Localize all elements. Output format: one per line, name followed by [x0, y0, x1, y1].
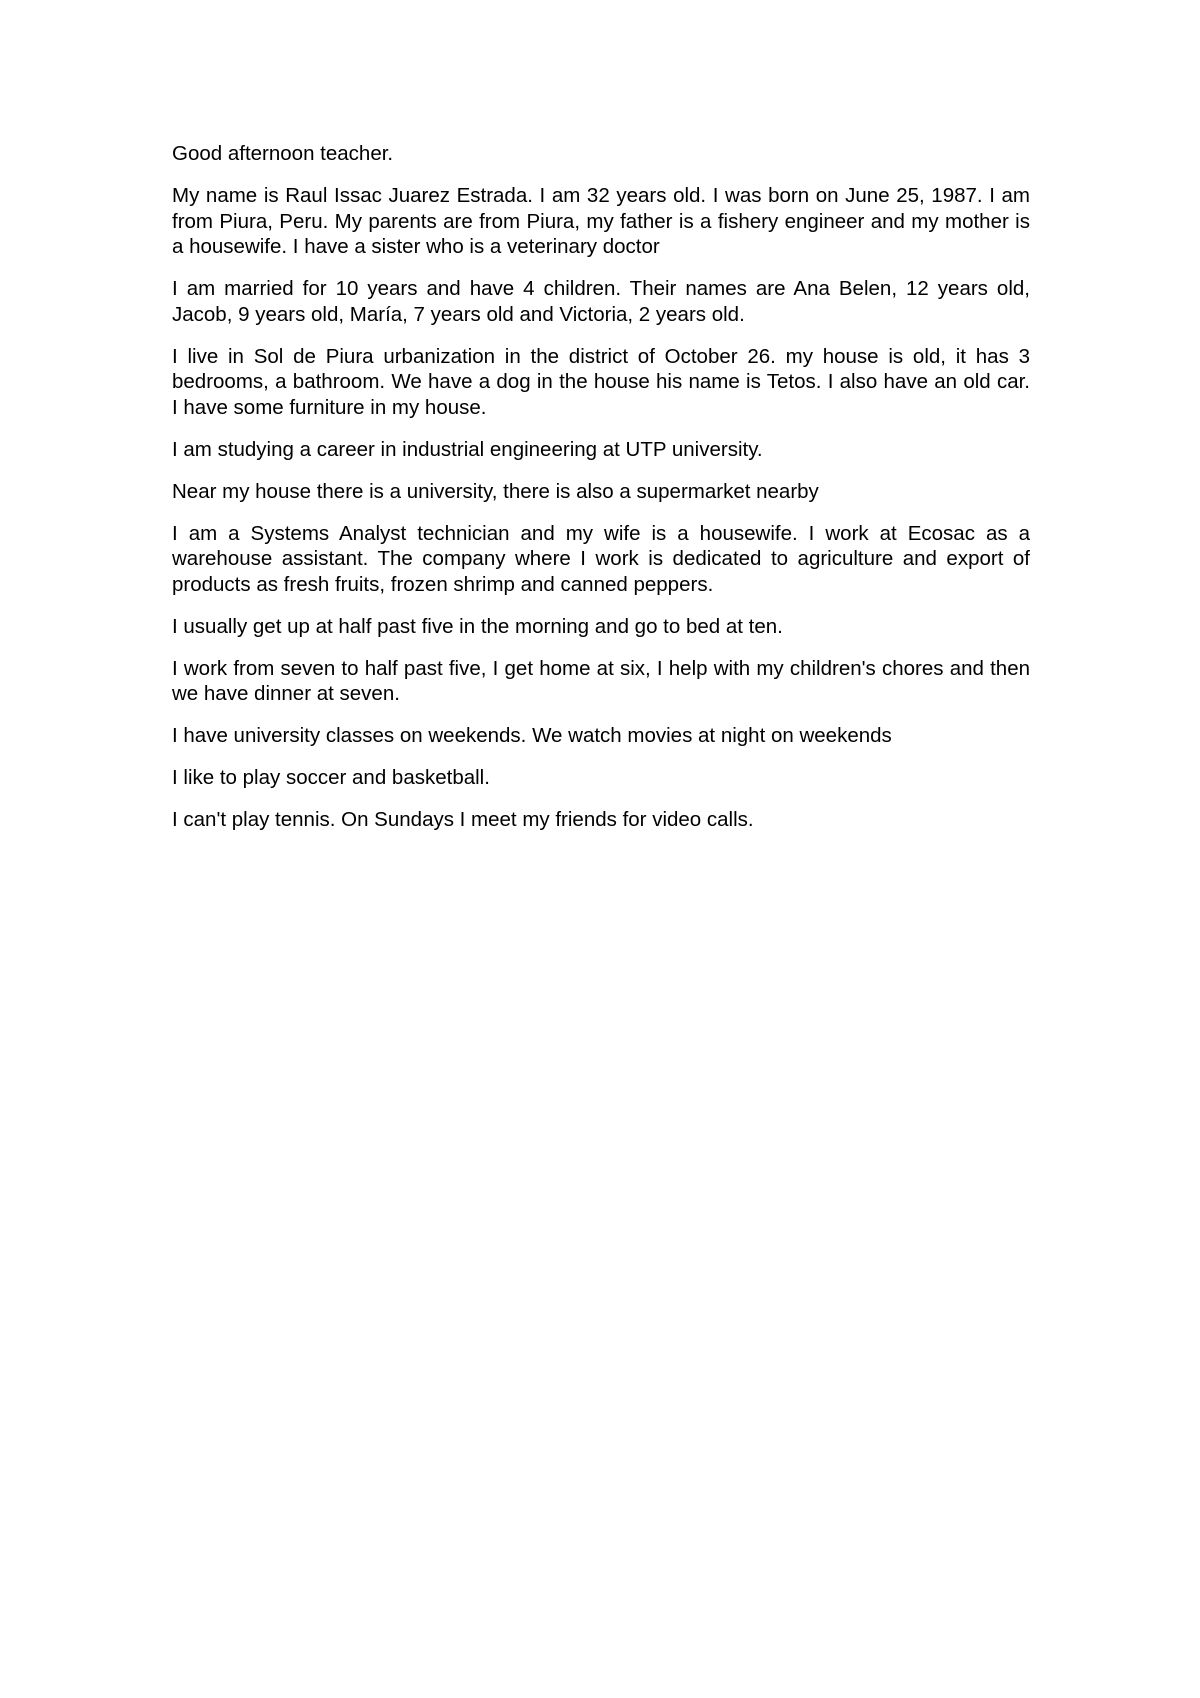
studies-paragraph: I am studying a career in industrial engineering at UTP university. — [172, 437, 763, 461]
schedule-paragraph: I work from seven to half past five, I get home at six, I help with my children's chores and then we have dinner at seven. — [172, 656, 1030, 705]
introduction-paragraph: My name is Raul Issac Juarez Estrada. I am 32 years old. I was born on June 25, 1987. I am from Piura, Peru. My parents are from Piura, my father is a fishery engineer and my mother is a housewife. I have a sister who is a veterinary doctor — [172, 184, 1030, 258]
routine-paragraph: I usually get up at half past five in the morning and go to bed at ten. — [172, 614, 783, 638]
greeting-paragraph: Good afternoon teacher. — [172, 142, 394, 165]
work-paragraph: I am a Systems Analyst technician and my wife is a housewife. I work at Ecosac as a warehouse assistant. The company where I work is dedicated to agriculture and export of products as fresh fruits, frozen shrimp and canned peppers. — [172, 521, 1030, 596]
family-paragraph: I am married for 10 years and have 4 children. Their names are Ana Belen, 12 years old, Jacob, 9 years old, María, 7 years old and Victoria, 2 years old. — [172, 277, 1030, 326]
home-paragraph: I live in Sol de Piura urbanization in the district of October 26. my house is old, it has 3 bedrooms, a bathroom. We have a dog in the house his name is Tetos. I also have an old car. I have some furniture in my house. — [172, 344, 1030, 419]
sports-paragraph: I like to play soccer and basketball. — [172, 766, 490, 789]
document-body — [172, 141, 1030, 849]
weekends-paragraph: I have university classes on weekends. We watch movies at night on weekends — [172, 724, 892, 747]
neighborhood-paragraph: Near my house there is a university, there is also a supermarket nearby — [172, 479, 819, 503]
sundays-paragraph: I can't play tennis. On Sundays I meet my friends for video calls. — [172, 808, 754, 831]
